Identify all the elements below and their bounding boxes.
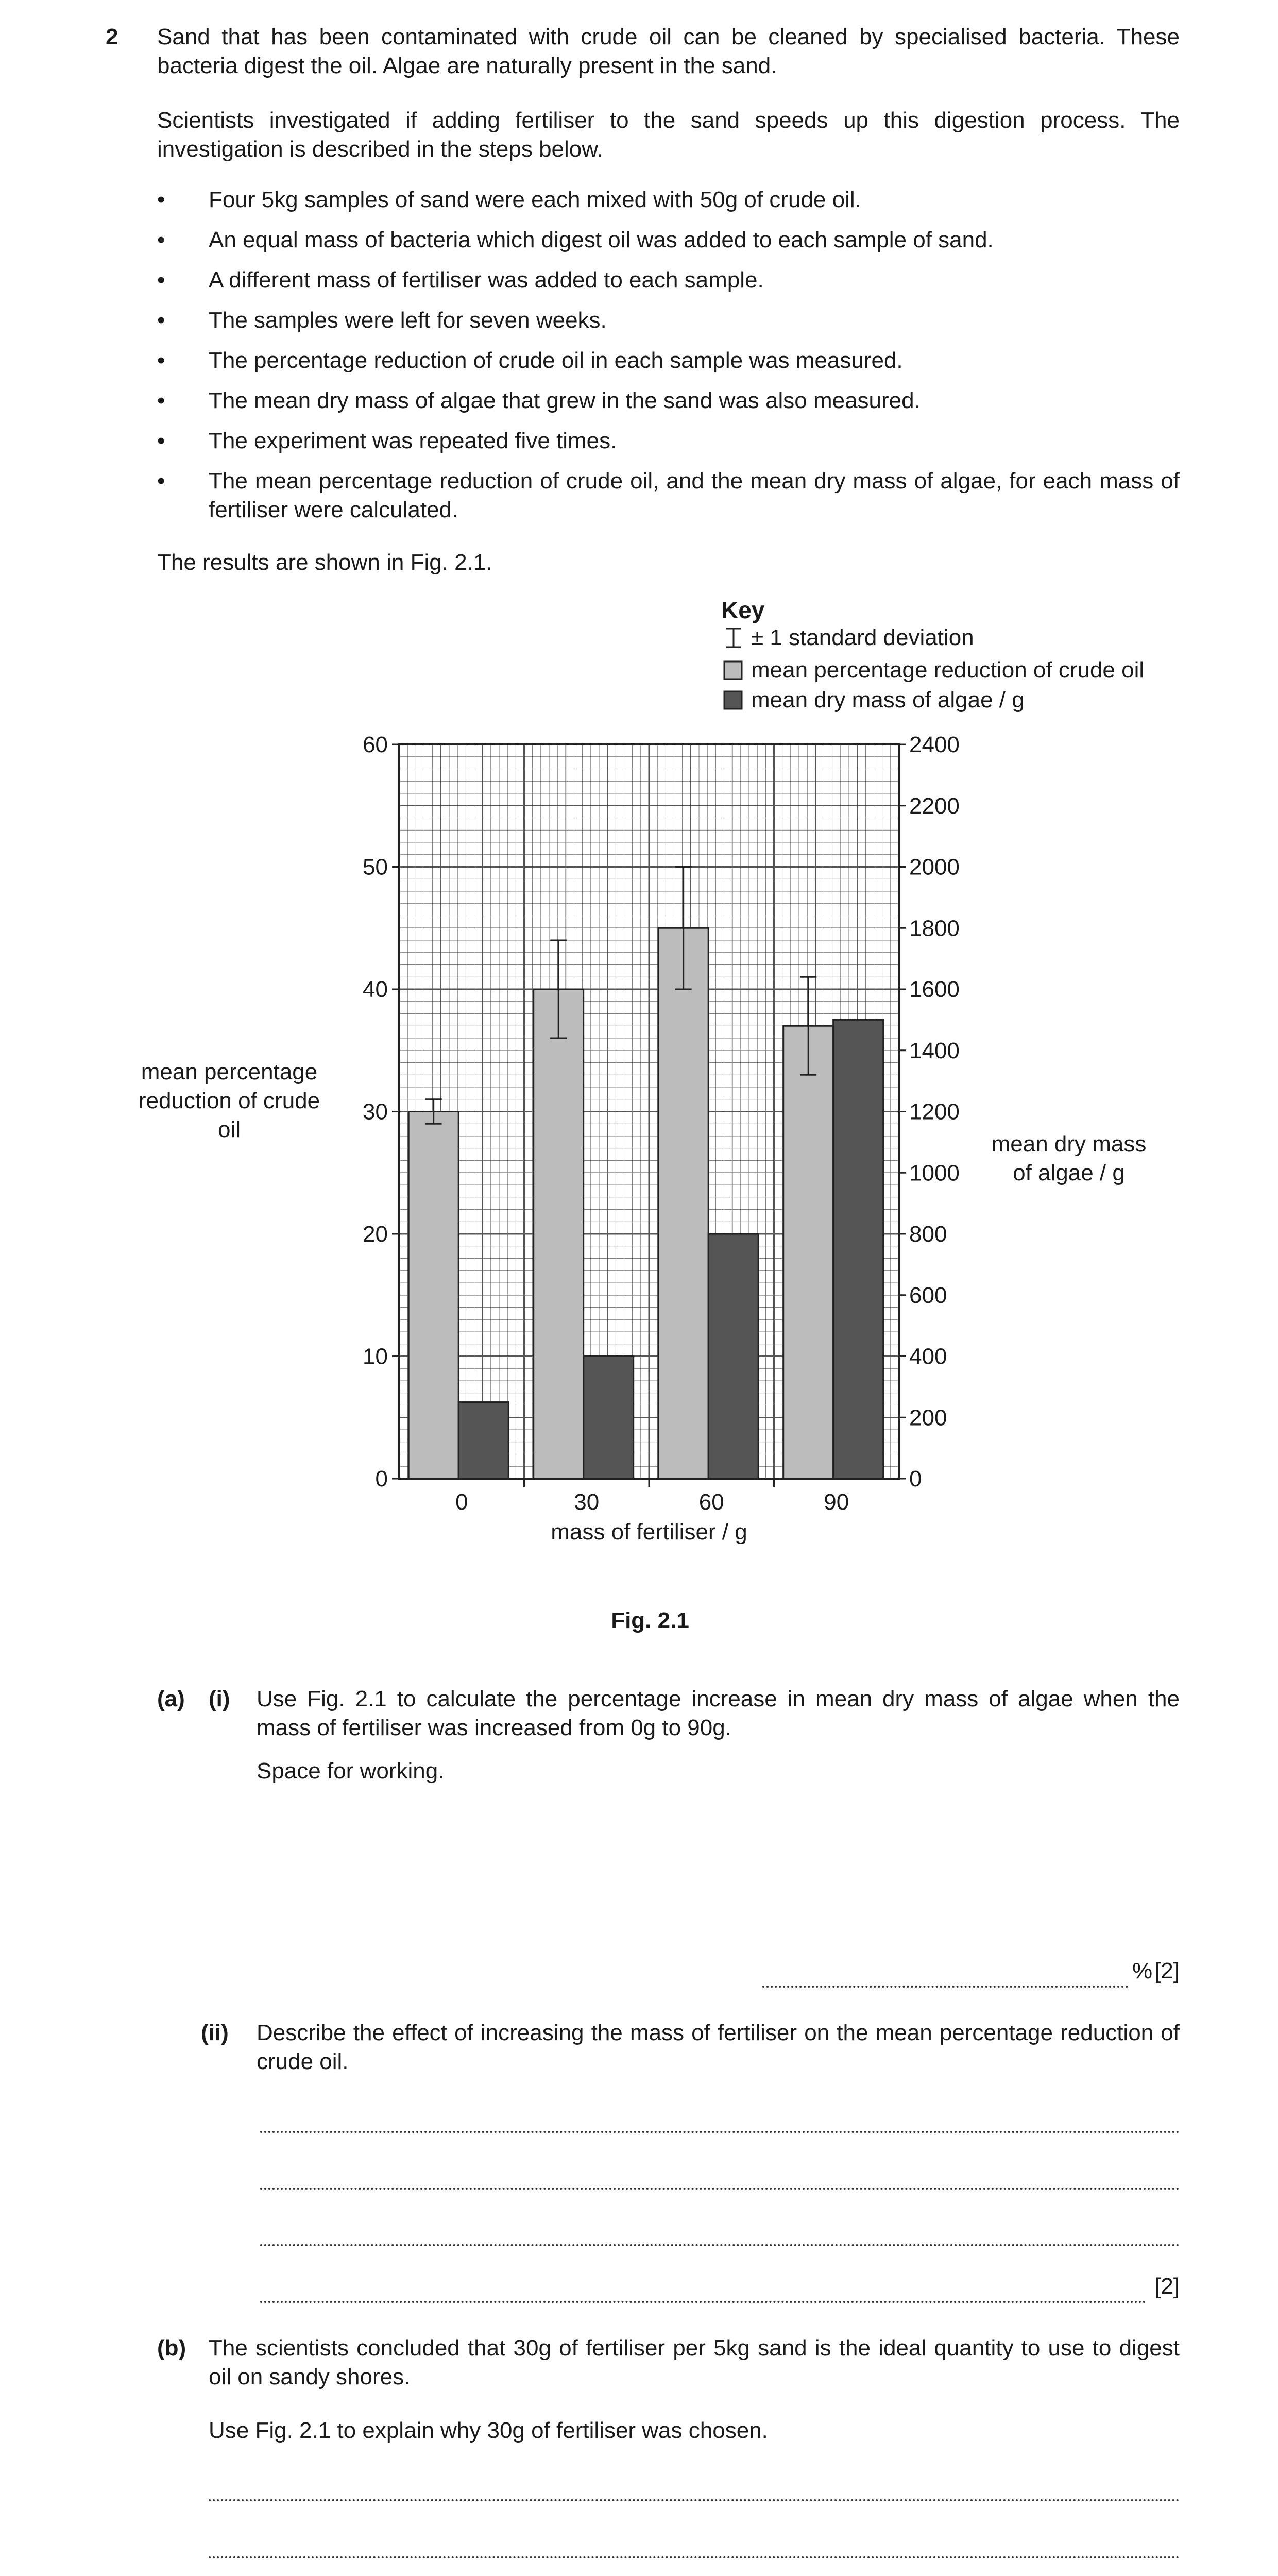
legend-swatch-algae bbox=[724, 691, 742, 709]
right-tick-label: 2400 bbox=[909, 732, 960, 757]
right-tick-label: 2000 bbox=[909, 854, 960, 880]
part-a-label: (a) bbox=[157, 1686, 185, 1711]
x-tick-label: 0 bbox=[455, 1489, 468, 1515]
bullet-icon: • bbox=[157, 267, 165, 293]
right-axis-label-line: mean dry mass bbox=[991, 1131, 1147, 1157]
step-item: A different mass of fertiliser was added to each sample. bbox=[209, 267, 764, 293]
answer-line-a-ii-1[interactable] bbox=[260, 2102, 1180, 2133]
x-tick-label: 90 bbox=[824, 1489, 849, 1515]
question-number: 2 bbox=[106, 24, 118, 49]
left-tick-label: 60 bbox=[363, 732, 388, 757]
bullet-icon: • bbox=[157, 187, 165, 212]
bullet-icon: • bbox=[157, 348, 165, 373]
right-tick-label: 1800 bbox=[909, 916, 960, 941]
bullet-icon: • bbox=[157, 227, 165, 252]
part-a-i-label: (i) bbox=[209, 1686, 230, 1711]
marks-a-i: [2] bbox=[1154, 1958, 1180, 1984]
figure-caption: Fig. 2.1 bbox=[611, 1608, 689, 1633]
right-tick-label: 800 bbox=[909, 1222, 947, 1247]
bar-algae-mass bbox=[833, 1020, 883, 1479]
left-axis-label-line: reduction of crude bbox=[138, 1088, 320, 1113]
bar-crude-oil-reduction bbox=[658, 928, 708, 1479]
bar-crude-oil-reduction bbox=[408, 1112, 458, 1479]
part-a-i-text: Use Fig. 2.1 to calculate the percentage increase in mean dry mass of algae when the mass of fertiliser was increased from 0g to 90g. bbox=[257, 1686, 1180, 1740]
bar-algae-mass bbox=[584, 1357, 634, 1479]
answer-line-b-1[interactable] bbox=[209, 2470, 1180, 2501]
bar-algae-mass bbox=[458, 1402, 508, 1479]
part-a-ii-label: (ii) bbox=[201, 2020, 229, 2045]
step-item: An equal mass of bacteria which digest oil was added to each sample of sand. bbox=[209, 227, 994, 252]
part-b-text-2: Use Fig. 2.1 to explain why 30g of fertiliser was chosen. bbox=[209, 2418, 768, 2443]
right-tick-label: 1200 bbox=[909, 1099, 960, 1125]
intro-paragraph-1: Sand that has been contaminated with crude oil can be cleaned by specialised bacteria. These bacteria digest the oil. Algae are naturally present in the sand. bbox=[157, 24, 1180, 78]
bar-crude-oil-reduction bbox=[783, 1026, 833, 1479]
right-tick-label: 1000 bbox=[909, 1160, 960, 1186]
bullet-icon: • bbox=[157, 308, 165, 333]
right-tick-label: 1400 bbox=[909, 1038, 960, 1063]
step-item: The mean dry mass of algae that grew in the sand was also measured. bbox=[209, 388, 921, 413]
step-item: The samples were left for seven weeks. bbox=[209, 308, 607, 333]
right-tick-label: 2200 bbox=[909, 793, 960, 819]
bullet-icon: • bbox=[157, 388, 165, 413]
fig-2-1-chart bbox=[0, 577, 1278, 1649]
answer-line-a-i[interactable] bbox=[762, 1957, 1128, 1988]
legend-error-bar-label: ± 1 standard deviation bbox=[751, 625, 974, 650]
x-tick-label: 30 bbox=[574, 1489, 600, 1515]
answer-line-a-ii-2[interactable] bbox=[260, 2159, 1180, 2190]
step-item: The experiment was repeated five times. bbox=[209, 428, 617, 453]
right-tick-label: 0 bbox=[909, 1466, 922, 1492]
key-title: Key bbox=[721, 597, 765, 623]
step-item: Four 5kg samples of sand were each mixed with 50g of crude oil. bbox=[209, 187, 861, 212]
legend-label-algae: mean dry mass of algae / g bbox=[751, 687, 1025, 713]
x-axis-label: mass of fertiliser / g bbox=[551, 1519, 747, 1545]
left-axis-label-line: oil bbox=[217, 1117, 241, 1142]
left-axis-label-line: mean percentage bbox=[141, 1059, 318, 1084]
right-tick-label: 600 bbox=[909, 1282, 947, 1308]
right-tick-label: 200 bbox=[909, 1405, 947, 1431]
x-tick-label: 60 bbox=[698, 1489, 724, 1515]
legend-label-crude: mean percentage reduction of crude oil bbox=[751, 657, 1145, 683]
right-tick-label: 400 bbox=[909, 1344, 947, 1369]
intro-paragraph-2: Scientists investigated if adding fertiliser to the sand speeds up this digestion process. The investigation is described in the steps below. bbox=[157, 108, 1180, 162]
answer-line-a-ii-3[interactable] bbox=[260, 2215, 1180, 2246]
bullet-icon: • bbox=[157, 428, 165, 453]
step-item: The percentage reduction of crude oil in each sample was measured. bbox=[209, 348, 903, 373]
step-item: The mean percentage reduction of crude oil, and the mean dry mass of algae, for each mass of fertiliser were calculated. bbox=[209, 468, 1180, 522]
right-axis-label-line: of algae / g bbox=[1013, 1160, 1125, 1185]
part-b-label: (b) bbox=[157, 2335, 186, 2361]
bullet-icon: • bbox=[157, 468, 165, 494]
part-b-text-1: The scientists concluded that 30g of fertiliser per 5kg sand is the ideal quantity to use to digest oil on sandy shores. bbox=[209, 2335, 1180, 2389]
right-tick-label: 1600 bbox=[909, 977, 960, 1002]
part-a-ii-text: Describe the effect of increasing the mass of fertiliser on the mean percentage reduction of crude oil. bbox=[257, 2020, 1180, 2074]
left-tick-label: 50 bbox=[363, 854, 388, 880]
working-space-label: Space for working. bbox=[257, 1758, 445, 1784]
left-tick-label: 10 bbox=[363, 1344, 388, 1369]
unit-percent: % bbox=[1132, 1958, 1153, 1984]
bar-crude-oil-reduction bbox=[534, 989, 584, 1479]
left-tick-label: 0 bbox=[375, 1466, 388, 1492]
left-tick-label: 40 bbox=[363, 977, 388, 1002]
bar-algae-mass bbox=[708, 1234, 758, 1479]
left-tick-label: 30 bbox=[363, 1099, 388, 1125]
results-text: The results are shown in Fig. 2.1. bbox=[157, 550, 492, 575]
legend-swatch-crude bbox=[724, 662, 742, 679]
marks-a-ii: [2] bbox=[1154, 2274, 1180, 2299]
left-tick-label: 20 bbox=[363, 1222, 388, 1247]
answer-line-a-ii-4[interactable] bbox=[260, 2272, 1146, 2303]
answer-line-b-2[interactable] bbox=[209, 2528, 1180, 2558]
